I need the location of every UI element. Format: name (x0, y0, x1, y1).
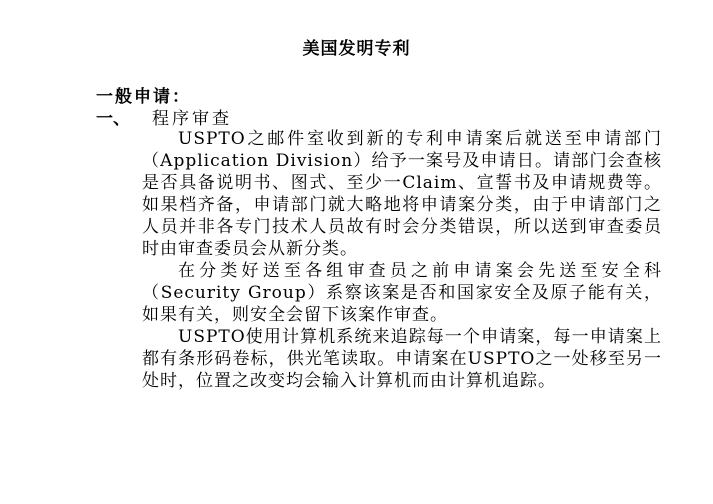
item-number: 一、 (96, 109, 130, 129)
paragraph: 在分类好送至各组审查员之前申请案会先送至安全科（Security Group）系察该案是否和国家安全及原子能有关，如果有关，则安全会留下该案作审查。 (142, 261, 662, 325)
paragraph: USPTO使用计算机系统来追踪每一个申请案，每一申请案上都有条形码卷标，供光笔读取。申请案在USPTO之一处移至另一处时，位置之改变均会输入计算机而由计算机追踪。 (142, 327, 662, 391)
section-heading: 一般申请： (96, 87, 191, 107)
document-title: 美国发明专利 (302, 39, 411, 59)
paragraph: USPTO之邮件室收到新的专利申请案后就送至申请部门（Application Division）给予一案号及申请日。请部门会查核是否具备说明书、图式、至少一Claim、宣誓书及申请规费等。如果档齐备，申请部门就大略地将申请案分类，由于申请部门之人员并非各专门技术人员故有时会分类错误，所以送到审查委员时由审查委员会从新分类。 (142, 129, 662, 259)
body-text (142, 128, 662, 392)
item-heading-text: 程序审查 (152, 109, 232, 129)
item-heading (96, 108, 232, 130)
